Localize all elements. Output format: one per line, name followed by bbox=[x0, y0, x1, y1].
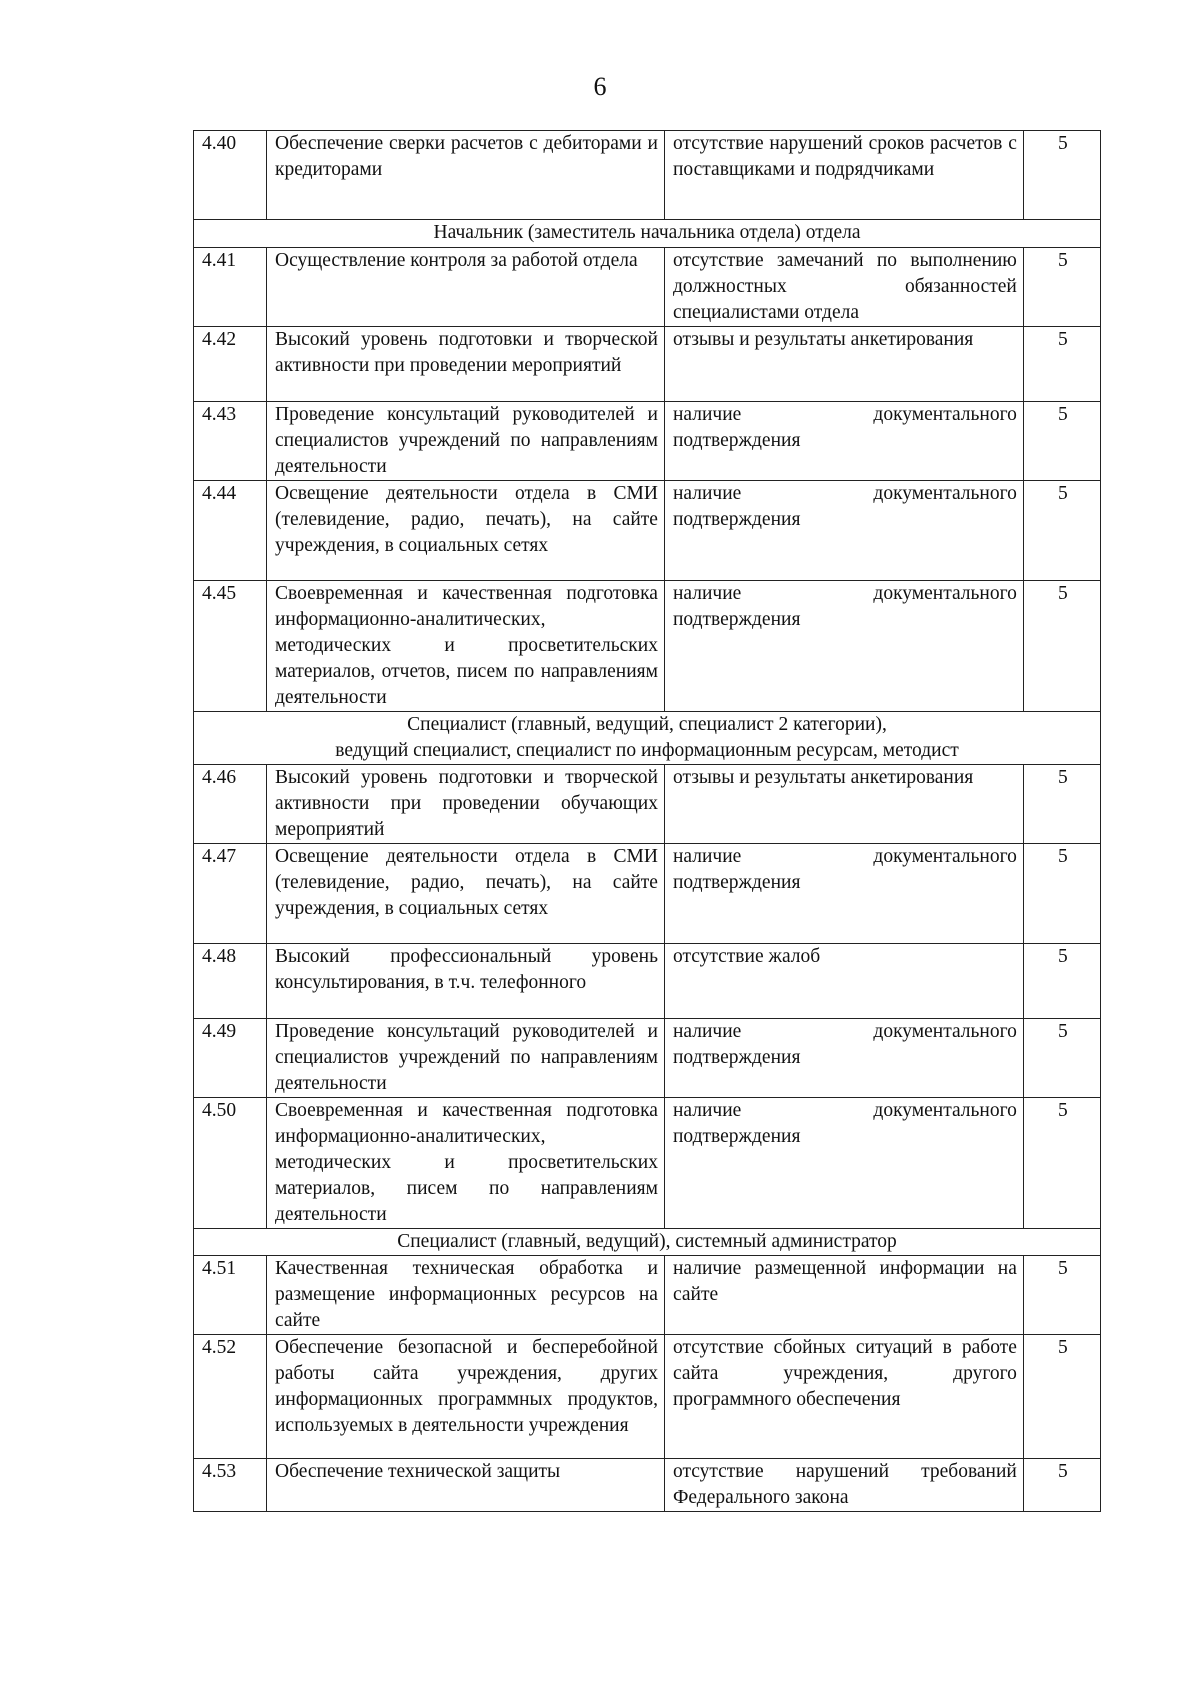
section-title bbox=[194, 220, 1101, 248]
points-cell: 5 bbox=[1023, 1256, 1100, 1335]
row-number: 4.43 bbox=[194, 402, 267, 481]
criterion-cell: Качественная техническая обработка и размещение информационных ресурсов на сайте bbox=[267, 1256, 665, 1335]
table-row bbox=[194, 581, 1101, 712]
table-row bbox=[194, 844, 1101, 944]
criterion-cell: Освещение деятельности отдела в СМИ (телевидение, радио, печать), на сайте учреждения, в социальных сетях bbox=[267, 481, 665, 581]
table-row bbox=[194, 765, 1101, 844]
criterion-cell: Высокий уровень подготовки и творческой активности при проведении обучающих мероприятий bbox=[267, 765, 665, 844]
row-number: 4.48 bbox=[194, 944, 267, 1019]
table-row bbox=[194, 944, 1101, 1019]
points-cell: 5 bbox=[1023, 1019, 1100, 1098]
row-number: 4.41 bbox=[194, 248, 267, 327]
section-header-row bbox=[194, 712, 1101, 765]
criterion-cell: Проведение консультаций руководителей и специалистов учреждений по направлениям деятельности bbox=[267, 1019, 665, 1098]
section-title bbox=[194, 712, 1101, 765]
criterion-cell: Обеспечение безопасной и бесперебойной работы сайта учреждения, других информационных программных продуктов, используемых в деятельности учреждения bbox=[267, 1335, 665, 1459]
criteria-table bbox=[193, 130, 1101, 1512]
points-cell: 5 bbox=[1023, 248, 1100, 327]
indicator-cell: отзывы и результаты анкетирования bbox=[664, 327, 1023, 402]
criterion-cell: Высокий профессиональный уровень консультирования, в т.ч. телефонного bbox=[267, 944, 665, 1019]
points-cell: 5 bbox=[1023, 402, 1100, 481]
section-title bbox=[194, 1229, 1101, 1256]
criterion-cell: Проведение консультаций руководителей и специалистов учреждений по направлениям деятельности bbox=[267, 402, 665, 481]
table-row bbox=[194, 327, 1101, 402]
row-number: 4.53 bbox=[194, 1459, 267, 1512]
table-row bbox=[194, 402, 1101, 481]
section-header-row bbox=[194, 1229, 1101, 1256]
table-row bbox=[194, 1256, 1101, 1335]
indicator-cell: наличие документального подтверждения bbox=[664, 1098, 1023, 1229]
points-cell: 5 bbox=[1023, 327, 1100, 402]
indicator-cell: наличие документального подтверждения bbox=[664, 844, 1023, 944]
criterion-cell: Своевременная и качественная подготовка информационно-аналитических, методических и просветительских материалов, отчетов, писем по направлениям деятельности bbox=[267, 581, 665, 712]
row-number: 4.45 bbox=[194, 581, 267, 712]
criterion-cell: Освещение деятельности отдела в СМИ (телевидение, радио, печать), на сайте учреждения, в социальных сетях bbox=[267, 844, 665, 944]
points-cell: 5 bbox=[1023, 844, 1100, 944]
criterion-cell: Обеспечение сверки расчетов с дебиторами и кредиторами bbox=[267, 131, 665, 220]
section-title-line: Начальник (заместитель начальника отдела) отдела bbox=[433, 222, 861, 243]
points-cell: 5 bbox=[1023, 944, 1100, 1019]
indicator-cell: отсутствие нарушений требований Федерального закона bbox=[664, 1459, 1023, 1512]
row-number: 4.52 bbox=[194, 1335, 267, 1459]
criterion-cell: Обеспечение технической защиты bbox=[267, 1459, 665, 1512]
section-header-row bbox=[194, 220, 1101, 248]
indicator-cell: отсутствие нарушений сроков расчетов с поставщиками и подрядчиками bbox=[664, 131, 1023, 220]
points-cell: 5 bbox=[1023, 481, 1100, 581]
indicator-cell: наличие размещенной информации на сайте bbox=[664, 1256, 1023, 1335]
row-number: 4.42 bbox=[194, 327, 267, 402]
row-number: 4.40 bbox=[194, 131, 267, 220]
table-row bbox=[194, 1098, 1101, 1229]
section-title-line: Специалист (главный, ведущий), системный администратор bbox=[397, 1231, 897, 1252]
points-cell: 5 bbox=[1023, 765, 1100, 844]
points-cell: 5 bbox=[1023, 1335, 1100, 1459]
row-number: 4.47 bbox=[194, 844, 267, 944]
row-number: 4.49 bbox=[194, 1019, 267, 1098]
points-cell: 5 bbox=[1023, 131, 1100, 220]
indicator-cell: наличие документального подтверждения bbox=[664, 481, 1023, 581]
indicator-cell: отзывы и результаты анкетирования bbox=[664, 765, 1023, 844]
row-number: 4.46 bbox=[194, 765, 267, 844]
row-number: 4.51 bbox=[194, 1256, 267, 1335]
points-cell: 5 bbox=[1023, 1098, 1100, 1229]
table-row bbox=[194, 131, 1101, 220]
section-title-line: Специалист (главный, ведущий, специалист 2 категории), bbox=[407, 714, 887, 735]
criterion-cell: Своевременная и качественная подготовка информационно-аналитических, методических и просветительских материалов, писем по направлениям деятельности bbox=[267, 1098, 665, 1229]
points-cell: 5 bbox=[1023, 1459, 1100, 1512]
table-row bbox=[194, 248, 1101, 327]
row-number: 4.44 bbox=[194, 481, 267, 581]
page-number: 6 bbox=[593, 72, 607, 101]
criterion-cell: Высокий уровень подготовки и творческой активности при проведении мероприятий bbox=[267, 327, 665, 402]
indicator-cell: наличие документального подтверждения bbox=[664, 402, 1023, 481]
table-row bbox=[194, 1459, 1101, 1512]
indicator-cell: отсутствие замечаний по выполнению должностных обязанностей специалистами отдела bbox=[664, 248, 1023, 327]
indicator-cell: отсутствие сбойных ситуаций в работе сайта учреждения, другого программного обеспечения bbox=[664, 1335, 1023, 1459]
criterion-cell: Осуществление контроля за работой отдела bbox=[267, 248, 665, 327]
table-row bbox=[194, 481, 1101, 581]
table-row bbox=[194, 1019, 1101, 1098]
section-title-line: ведущий специалист, специалист по информационным ресурсам, методист bbox=[335, 740, 959, 761]
table-row bbox=[194, 1335, 1101, 1459]
indicator-cell: наличие документального подтверждения bbox=[664, 581, 1023, 712]
points-cell: 5 bbox=[1023, 581, 1100, 712]
indicator-cell: отсутствие жалоб bbox=[664, 944, 1023, 1019]
indicator-cell: наличие документального подтверждения bbox=[664, 1019, 1023, 1098]
row-number: 4.50 bbox=[194, 1098, 267, 1229]
